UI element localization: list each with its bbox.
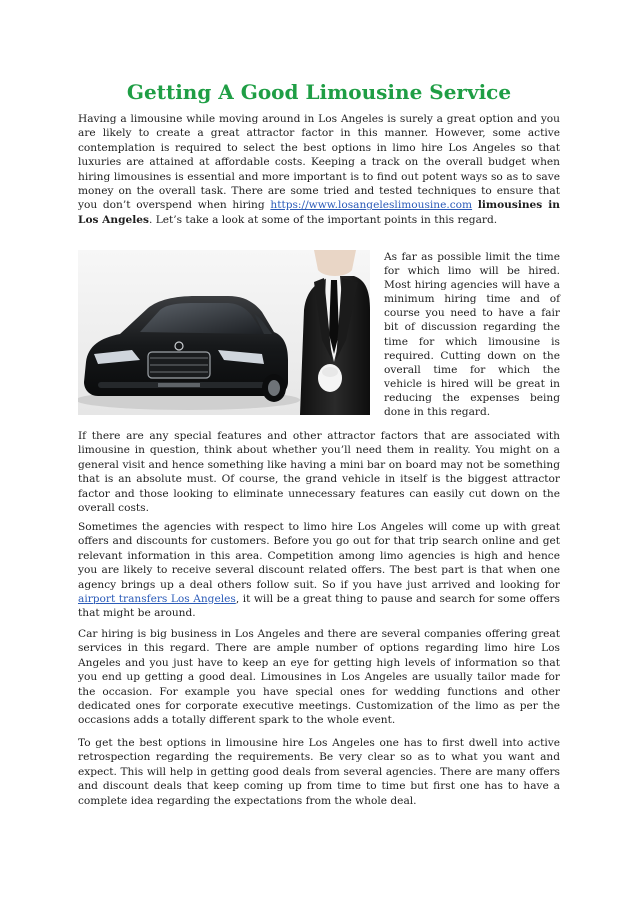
paragraph-5-block bbox=[78, 736, 560, 808]
limousine-photo-illustration bbox=[78, 250, 370, 415]
intro-paragraph: Having a limousine while moving around in Los Angeles is surely a great option and you are likely to create a great attractor factor in this manner. However, some active contemplation is required to select the best options in limo hire Los Angeles so that luxuries are attained at affordable costs. Keeping a track on the overall budget when hiring limousines is essential and more important is to find out potent ways so as to save money on the overall task. There are some tried and tested techniques to ensure that you don’t overspend when hiring https://www.losangeleslimousine.com limousines in Los Angeles. Let’s take a look at some of the important points in this regard. bbox=[78, 113, 561, 226]
paragraph-2-block bbox=[78, 429, 560, 515]
airport-transfers-link[interactable]: airport transfers Los Angeles bbox=[78, 593, 236, 606]
side-paragraph-block bbox=[384, 250, 560, 419]
paragraph-4-block bbox=[78, 627, 560, 728]
side-paragraph: As far as possible limit the time for which limo will be hired. Most hiring agencies will have a minimum hiring time and of course you need to have a fair bit of discussion regarding the time for which limousine is required. Cutting down on the overall time for which the vehicle is hired will be great in reducing the expenses being done in this regard. bbox=[384, 251, 560, 419]
paragraph-2: If there are any special features and other attractor factors that are associated with limousine in question, think about whether you’ll need them in reality. You might on a general visit and hence something like having a mini bar on board may not be something that is an absolute must. Of course, the grand vehicle in itself is the biggest attractor factor and those looking to eliminate unnecessary features can easily cut down on the overall costs. bbox=[78, 430, 560, 515]
website-link[interactable]: https://www.losangeleslimousine.com bbox=[270, 199, 473, 212]
paragraph-4: Car hiring is big business in Los Angeles and there are several companies offering great services in this regard. There are ample number of options regarding limo hire Los Angeles and you just have to keep an eye for getting high levels of information so that you end up getting a good deal. Limousines in Los Angeles are usually tailor made for the occasion. For example you have special ones for wedding functions and other dedicated ones for corporate executive meetings. Customization of the limo as per the occasions adds a totally different spark to the whole event. bbox=[78, 628, 560, 727]
page-title: Getting A Good Limousine Service bbox=[126, 80, 512, 104]
paragraph-3-block bbox=[78, 520, 560, 621]
limousine-photo bbox=[78, 250, 370, 415]
bold-phrase: limousines in Los Angeles bbox=[78, 199, 561, 226]
paragraph-3: Sometimes the agencies with respect to limo hire Los Angeles will come up with great offers and discounts for customers. Before you go out for that trip search online and get relevant information in this area. Competition among limo agencies is high and hence you are likely to receive several discount related offers. The best part is that when one agency brings up a deal others follow suit. So if you have just arrived and looking for airport transfers Los Angeles, it will be a great thing to pause and search for some offers that might be around. bbox=[78, 521, 560, 620]
intro-paragraph-block bbox=[78, 112, 560, 227]
paragraph-5: To get the best options in limousine hire Los Angeles one has to first dwell into active retrospection regarding the requirements. Be very clear so as to what you want and expect. This will help in getting good deals from several agencies. There are many offers and discount deals that keep coming up from time to time but first one has to have a complete idea regarding the expectations from the whole deal. bbox=[78, 737, 560, 807]
